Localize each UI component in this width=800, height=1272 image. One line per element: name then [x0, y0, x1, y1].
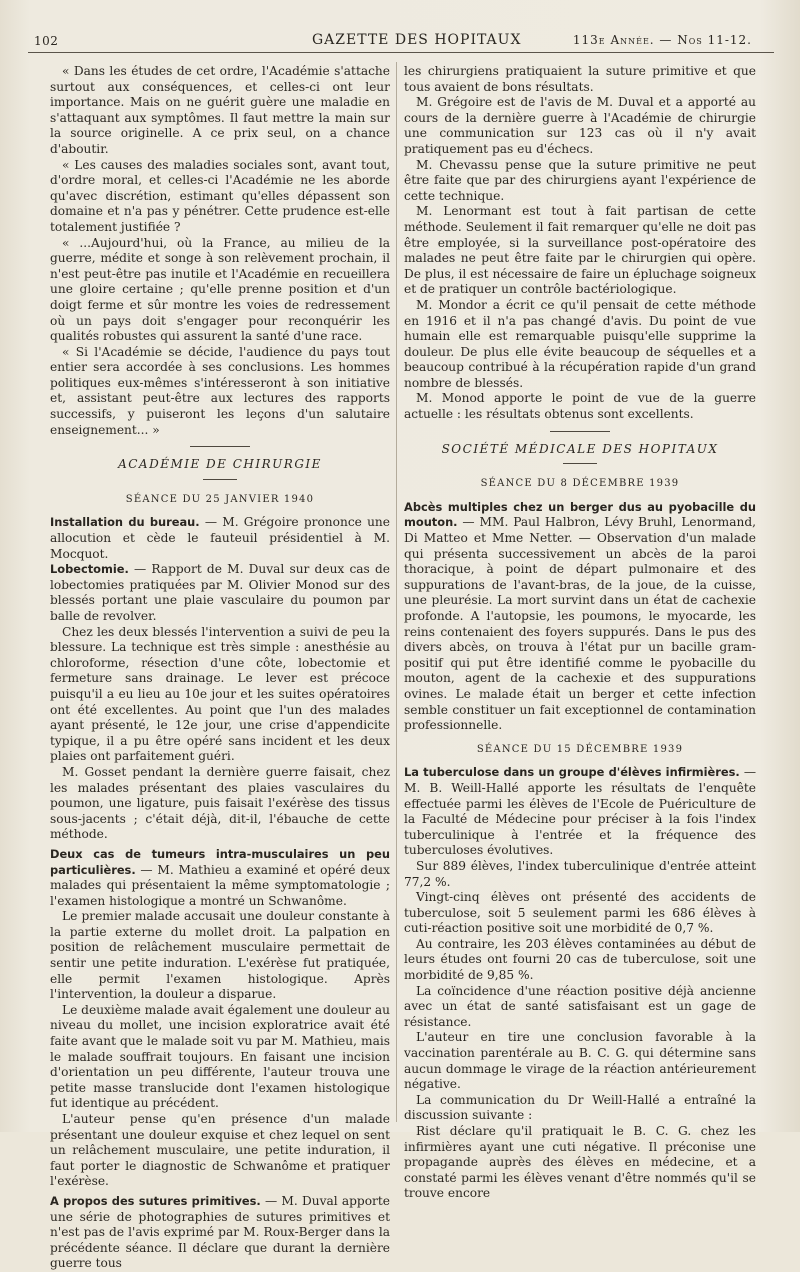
seance-date: SÉANCE DU 8 DÉCEMBRE 1939	[480, 478, 680, 490]
paragraph: M. Gosset pendant la dernière guerre faisait, chez les malades présentant des plaies vasculaires du poumon, une ligature, puis faisait l'exérèse des tissus sous-jacents ; c'était déjà, dit-il, l'ébauche de cette méthode.	[50, 764, 390, 842]
paragraph: M. Mondor a écrit ce qu'il pensait de cette méthode en 1916 et il n'a pas changé d'avis. Du point de vue humain elle est remarquable puisqu'elle supprime la douleur. De plus elle évite beaucoup de séquelles et a beaucoup contribué à la récupération rapide d'un grand nombre de blessés.	[404, 297, 756, 390]
paragraph: Le deuxième malade avait également une douleur au niveau du mollet, une incision exploratrice avait été faite avant que le malade soit vu par M. Mathieu, mais le malade souffrait toujours. En faisant une incision d'orientation un peu différente, l'auteur trouva une petite masse translucide dont l'examen histologique fut identique au précédent.	[50, 1002, 390, 1111]
left-column	[50, 64, 390, 1272]
section-separator	[550, 431, 610, 432]
article-heading: Installation du bureau.	[50, 515, 200, 530]
section-title: ACADÉMIE DE CHIRURGIE	[118, 457, 322, 472]
article-text: — M. Duval apporte une série de photographies de sutures primitives et n'est pas de l'avis exprimé par M. Roux-Berger dans la précédente séance. Il déclare que durant la dernière guerre tous	[50, 1193, 390, 1271]
page-number: 102	[34, 34, 59, 48]
paragraph: « ...Aujourd'hui, où la France, au milieu de la guerre, médite et songe à son relèvement prochain, il n'est peut-être pas inutile et l'Académie en recueillera une gloire certaine ; qu'elle prenne position et d'un doigt ferme et sûr montre les voies de redressement où un pays doit s'engager pour reconquérir les qualités robustes qui assurent la santé d'une race.	[50, 235, 390, 344]
article-heading: Abcès multiples chez un berger dus au pyobacille du mouton.	[404, 499, 756, 530]
paragraph: L'auteur en tire une conclusion favorable à la vaccination parentérale au B. C. G. qui détermine sans aucun dommage le virage de la réaction antérieurement négative.	[404, 1030, 756, 1092]
section-separator	[203, 479, 237, 480]
article-heading: Deux cas de tumeurs intra-musculaires un peu particulières.	[50, 846, 390, 877]
article-installation	[50, 515, 390, 562]
paragraph: « Les causes des maladies sociales sont, avant tout, d'ordre moral, et celles-ci l'Académie ne les aborde qu'avec discrétion, estimant qu'elles dépassent son domaine et n'a pas y pénétrer. Cette prudence est-elle totalement justifiée ?	[50, 157, 390, 234]
section-title: SOCIÉTÉ MÉDICALE DES HOPITAUX	[441, 441, 719, 456]
paragraph: L'auteur pense qu'en présence d'un malade présentant une douleur exquise et chez lequel on sent un relâchement musculaire, une petite induration, il faut porter le diagnostic de Schwanôme et pratiquer l'exérèse.	[50, 1112, 390, 1189]
paragraph: Le premier malade accusait une douleur constante à la partie externe du mollet droit. La palpation en position de relâchement musculaire permettait de sentir une petite induration. L'exérèse fut pratiquée, elle permit l'examen histologique. Après l'intervention, la douleur a disparue.	[50, 909, 390, 1002]
article-heading: Lobectomie.	[50, 562, 129, 577]
seance-date: SÉANCE DU 15 DÉCEMBRE 1939	[476, 743, 684, 755]
paragraph: les chirurgiens pratiquaient la suture primitive et que tous avaient de bons résultats.	[404, 64, 756, 94]
article-tumeurs	[50, 847, 390, 909]
paragraph: Vingt-cinq élèves ont présenté des accidents de tuberculose, soit 5 seulement parmi les 686 élèves à cuti-réaction positive soit une morbidité de 0,7 %.	[404, 890, 756, 936]
journal-title: GAZETTE DES HOPITAUX	[312, 32, 522, 48]
right-column	[404, 64, 756, 1202]
header-rule	[28, 52, 774, 53]
paragraph: « Si l'Académie se décide, l'audience du pays tout entier sera accordée à ses conclusions. Les hommes politiques eux-mêmes s'intéresseront à son initiative et, assistant peut-être aux lectures des rapports successifs, y puiseront les leçons d'un salutaire enseignement... »	[50, 344, 390, 437]
article-text: — MM. Paul Halbron, Lévy Bruhl, Lenormand, Di Matteo et Mme Netter. — Observation d'un malade qui présenta successivement un abcès de la paroi thoracique, à point de départ pulmonaire et des suppurations de l'avant-bras, de la joue, de la cuisse, une pleurésie. La mort survint dans un état de cachexie profonde. A l'autopsie, les poumons, le myocarde, les reins contenaient des foyers suppurés. Dans le pus des divers abcès, on trouva à l'état pur un bacille gram-positif qui put être identifié comme le pyobacille du mouton, agent de la cachexie et des suppurations ovines. Le malade était un berger et cette infection semble constituer un fait exceptionnel de contamination professionnelle.	[404, 515, 756, 733]
paragraph: Sur 889 élèves, l'index tuberculinique d'entrée atteint 77,2 %.	[404, 858, 756, 889]
page-header	[30, 30, 770, 50]
article-text: — M. Grégoire prononce une allocution et cède le fauteuil présidentiel à M. Mocquot.	[50, 515, 390, 561]
article-tuberculose	[404, 765, 756, 859]
seance-date: SÉANCE DU 25 JANVIER 1940	[125, 493, 315, 505]
paragraph: La communication du Dr Weill-Hallé a entraîné la discussion suivante :	[404, 1092, 756, 1123]
column-divider	[396, 62, 397, 1122]
section-separator	[563, 463, 597, 464]
issue-info: 113e Année. — Nos 11-12.	[572, 33, 752, 47]
paragraph: M. Lenormant est tout à fait partisan de cette méthode. Seulement il fait remarquer qu'elle ne doit pas être employée, si la surveillance post-opératoire des malades ne peut être faite par le chirurgien qui opère. De plus, il est nécessaire de faire un épluchage soigneux et de pratiquer un contrôle bactériologique.	[404, 204, 756, 297]
article-heading: A propos des sutures primitives.	[50, 1193, 261, 1208]
article-text: — M. B. Weill-Hallé apporte les résultats de l'enquête effectuée parmi les élèves de l'Ecole de Puériculture de la Faculté de Médecine pour préciser à la fois l'index tuberculinique à l'entrée et la fréquence des tuberculoses évolutives.	[404, 765, 757, 858]
article-heading: La tuberculose dans un groupe d'élèves infirmières.	[404, 765, 740, 780]
article-text: — Rapport de M. Duval sur deux cas de lobectomies pratiquées par M. Olivier Monod sur des blessés portant une plaie vasculaire du poumon par balle de revolver.	[50, 562, 390, 623]
paragraph: La coïncidence d'une réaction positive déjà ancienne avec un état de santé satisfaisant est un gage de résistance.	[404, 983, 756, 1029]
paragraph: M. Grégoire est de l'avis de M. Duval et a apporté au cours de la dernière guerre à l'Académie de chirurgie une communication sur 123 cas où il n'y avait pratiquement pas eu d'échecs.	[404, 95, 756, 156]
paragraph: Au contraire, les 203 élèves contaminées au début de leurs études ont fourni 20 cas de tuberculose, soit une morbidité de 9,85 %.	[404, 936, 756, 983]
paragraph: M. Chevassu pense que la suture primitive ne peut être faite que par des chirurgiens ayant l'expérience de cette technique.	[404, 157, 756, 203]
paragraph: M. Monod apporte le point de vue de la guerre actuelle : les résultats obtenus sont excellents.	[404, 391, 756, 422]
article-lobectomie	[50, 562, 390, 624]
section-separator	[190, 446, 250, 447]
paragraph: Rist déclare qu'il pratiquait le B. C. G. chez les infirmières ayant une cuti négative. Il préconise une propagande auprès des élèves en médecine, et a constaté parmi les élèves venant d'être nommés qu'il se trouve encore	[404, 1124, 756, 1201]
article-abces	[404, 500, 756, 734]
paragraph: Chez les deux blessés l'intervention a suivi de peu la blessure. La technique est très simple : anesthésie au chloroforme, résection d'une côte, lobectomie et fermeture sans drainage. Le lever est précoce puisqu'il a eu lieu au 10e jour et les suites opératoires ont été excellentes. Au point que l'un des malades ayant présenté, le 12e jour, une crise d'appendicite typique, il a pu être opéré sans incident et les deux plaies ont parfaitement guéri.	[50, 624, 390, 764]
article-text: — M. Mathieu a examiné et opéré deux malades qui présentaient la même symptomatologie ; l'examen histologique a montré un Schwanôme.	[50, 862, 390, 908]
paragraph: « Dans les études de cet ordre, l'Académie s'attache surtout aux conséquences, et celles-ci ont leur importance. Mais on ne guérit guère une maladie en s'attaquant aux symptômes. Il faut mettre la main sur la source originelle. A ce prix seul, on a chance d'aboutir.	[50, 64, 390, 156]
article-sutures	[50, 1194, 390, 1272]
